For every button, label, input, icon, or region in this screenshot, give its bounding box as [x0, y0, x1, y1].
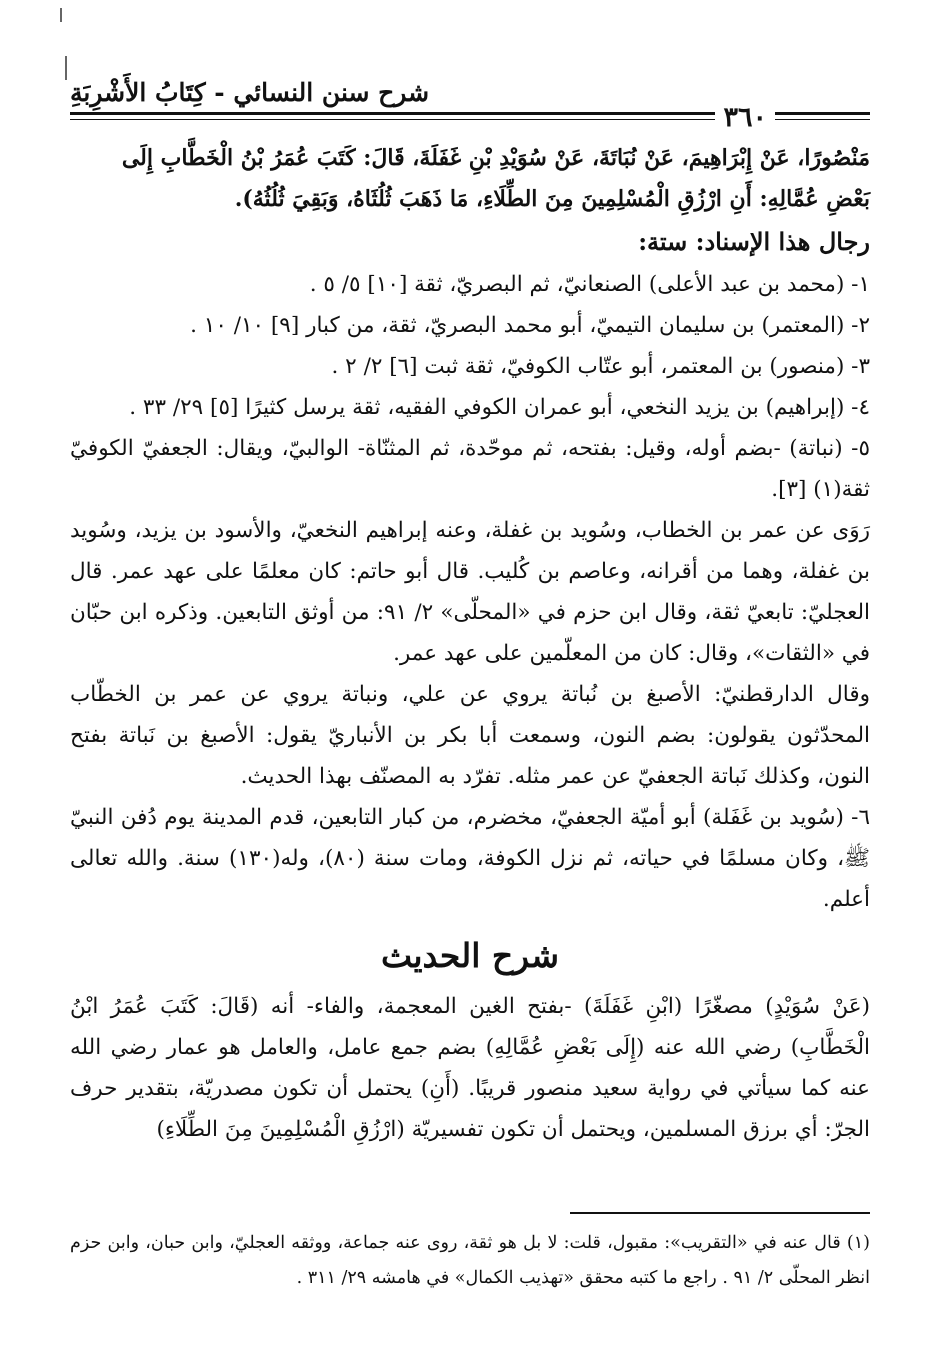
margin-mark — [60, 8, 62, 22]
footnote-divider — [570, 1212, 870, 1214]
narrator-entry: ٢- (المعتمر) بن سليمان التيميّ، أبو محمد البصريّ، ثقة، من كبار [٩] ١٠/ ١٠ . — [190, 313, 870, 338]
page — [70, 0, 870, 1372]
daraqutni-paragraph: وقال الدارقطنيّ: الأصبغ بن نُباتة يروي عن علي، ونباتة يروي عن عمر بن الخطّاب المحدّثون يقولون: بضم النون، وسمعت أبا بكر بن الأنباريّ يقول: الأصبغ بن نَباتة بفتح النون، وكذلك نَباتة الجعفيّ عن عمر مثله. تفرّد به المصنّف بهذا الحديث. — [70, 682, 870, 789]
narrator-entry: ٣- (منصور) بن المعتمر، أبو عتّاب الكوفيّ، ثقة ثبت [٦] ٢/ ٢ . — [331, 354, 870, 379]
page-body — [70, 138, 870, 1150]
hadith-text-line-1: مَنْصُورًا، عَنْ إِبْرَاهِيمَ، عَنْ نُبَاتَةَ، عَنْ سُوَيْدِ بْنِ غَفَلَةَ، قَالَ: كَتَبَ عُمَرُ بْنُ الْخَطَّابِ إِلَى — [121, 145, 870, 171]
footnotes — [70, 1226, 870, 1296]
hadith-text-line-2: بَعْضِ عُمَّالِهِ: أَنِ ارْزُقِ الْمُسْلِمِينَ مِنَ الطِّلَاءِ، مَا ذَهَبَ ثُلُثَاهُ، وَبَقِيَ ثُلُثُهُ). — [234, 186, 870, 212]
narrators-heading: رجال هذا الإسناد: ستة: — [638, 227, 870, 256]
footnote-1: (١) قال عنه في «التقريب»: مقبول، قلت: لا بل هو ثقة، روى عنه جماعة، ووثقه العجليّ، وابن حبان، وابن حزم انظر المحلّى ٢/ ٩١ . راجع ما كتبه محقق «تهذيب الكمال» في هامشه ٢٩/ ٣١١ . — [70, 1233, 870, 1288]
narrator-entry: ٦- (سُويد بن غَفَلة) أبو أميّة الجعفيّ، مخضرم، من كبار التابعين، قدم المدينة يوم دُفن النبيّ ﷺ، وكان مسلمًا في حياته، ثم نزل الكوفة، ومات سنة (٨٠)، وله(١٣٠) سنة. والله تعالى أعلم. — [70, 805, 870, 912]
commentary-paragraph: (عَنْ سُوَيْدٍ) مصغّرًا (ابْنِ غَفَلَةَ) -بفتح الغين المعجمة، والفاء- أنه (قَالَ: كَتَبَ عُمَرُ ابْنُ الْخَطَّابِ) رضي الله عنه (إِلَى بَعْضِ عُمَّالِهِ) بضم جمع عامل، والعامل هو عمار رضي الله عنه كما سيأتي في رواية سعيد منصور قريبًا. (أَنِ) يحتمل أن تكون مصدريّة، بتقدير حرف الجرّ: أي برزق المسلمين، ويحتمل أن تكون تفسيريّة (ارْزُقِ الْمُسْلِمِينَ مِنَ الطِّلَاءِ) — [70, 994, 870, 1142]
page-header — [70, 70, 870, 133]
section-title: شرح الحديث — [380, 936, 560, 975]
narrator-entry: ٥- (نباتة) -بضم أوله، وقيل: بفتحه، ثم موحّدة، ثم المثنّاة- الوالبيّ، ويقال: الجعفيّ الكوفيّ ثقة(١) [٣]. — [70, 436, 870, 502]
margin-mark — [65, 56, 67, 80]
narrator-entry: ١- (محمد بن عبد الأعلى) الصنعانيّ، ثم البصريّ، ثقة [١٠] ٥/ ٥ . — [309, 272, 870, 297]
narrator-biography-paragraph: رَوَى عن عمر بن الخطاب، وسُويد بن غفلة، وعنه إبراهيم النخعيّ، والأسود بن يزيد، وسُويد بن غفلة، وهما من أقرانه، وعاصم بن كُليب. قال أبو حاتم: كان معلمًا على عهد عمر. قال العجليّ: تابعيّ ثقة، وقال ابن حزم في «المحلّى» ٢/ ٩١: من أوثق التابعين. وذكره ابن حبّان في «الثقات»، وقال: كان من المعلّمين على عهد عمر. — [70, 518, 870, 666]
page-number: ٣٦٠ — [715, 106, 775, 130]
running-title: شرح سنن النسائي - كِتَابُ الأَشْرِبَةِ — [70, 78, 430, 107]
narrator-entry: ٤- (إبراهيم) بن يزيد النخعي، أبو عمران الكوفي الفقيه، ثقة يرسل كثيرًا [٥] ٢٩/ ٣٣ . — [129, 395, 870, 420]
